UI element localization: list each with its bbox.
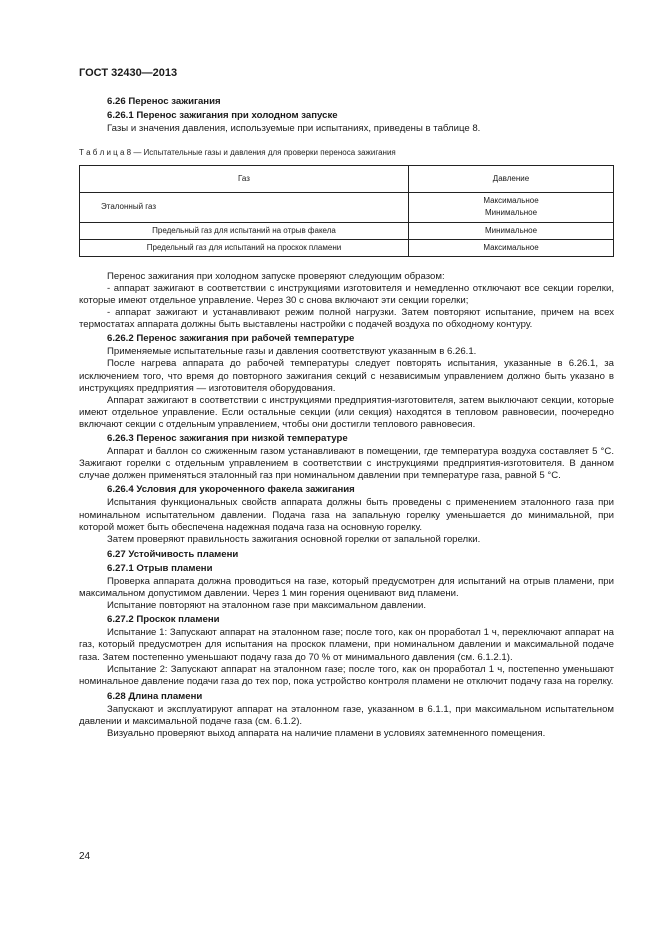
paragraph: После нагрева аппарата до рабочей температуры следует повторять испытания, указанные в 6.26.1, за исключением того, что время до повторного зажигания секций с независимым управлением должно быть указано в инструкциях предприятия — изготовителя оборудования. xyxy=(79,358,614,394)
table-row xyxy=(80,193,614,222)
paragraph: Проверка аппарата должна проводиться на газе, который предусмотрен для испытаний на отрыв пламени, при максимальном допустимом давлении. Через 1 мин горения оценивают вид пламени. xyxy=(79,576,614,600)
table-cell-pressure: Максимальное xyxy=(409,239,614,256)
table-header-row xyxy=(80,166,614,193)
paragraph: - аппарат зажигают и устанавливают режим полной нагрузки. Затем повторяют испытание, причем на всех термостатах аппарата должны быть выставлены настройки с подачей воздуха по обходному контуру. xyxy=(79,307,614,331)
table-header-pressure: Давление xyxy=(409,166,614,193)
paragraph: Испытание 2: Запускают аппарат на эталонном газе; после того, как он проработал 1 ч, постепенно уменьшают номинальное давление подачи газа до тех пор, пока устройство контроля пламени не отключит подачу газа на горелку. xyxy=(79,663,614,687)
section-title-6-28: 6.28 Длина пламени xyxy=(107,690,203,702)
paragraph: Газы и значения давления, используемые при испытаниях, приведены в таблице 8. xyxy=(107,123,481,135)
table-cell-gas: Предельный газ для испытаний на отрыв факела xyxy=(80,222,409,239)
subsection-title-6-26-3: 6.26.3 Перенос зажигания при низкой температуре xyxy=(107,432,348,444)
subsection-title-6-26-1: 6.26.1 Перенос зажигания при холодном запуске xyxy=(107,110,338,122)
subsection-title-6-27-2: 6.27.2 Проскок пламени xyxy=(107,614,220,626)
subsection-title-6-27-1: 6.27.1 Отрыв пламени xyxy=(107,562,213,574)
section-title-6-27: 6.27 Устойчивость пламени xyxy=(107,548,239,560)
paragraph: Затем проверяют правильность зажигания основной горелки от запальной горелки. xyxy=(107,533,481,545)
document-header: ГОСТ 32430—2013 xyxy=(79,67,178,79)
table-row xyxy=(80,222,614,239)
paragraph: Визуально проверяют выход аппарата на наличие пламени в условиях затемненного помещения. xyxy=(107,728,546,740)
paragraph: Испытания функциональных свойств аппарата должны быть проведены с применением эталонного газа при номинальном испытательном давлении. Подача газа на запальную горелку уменьшается до минимальной, при которой может быть обеспечена надежная подача газа на основную горелку. xyxy=(79,497,614,533)
table-cell-gas: Эталонный газ xyxy=(80,193,409,222)
gas-pressure-table xyxy=(79,165,614,256)
subsection-title-6-26-4: 6.26.4 Условия для укороченного факела зажигания xyxy=(107,484,355,496)
table-header-gas: Газ xyxy=(80,166,409,193)
paragraph: Применяемые испытательные газы и давления соответствуют указанным в 6.26.1. xyxy=(107,346,477,358)
table-row xyxy=(80,239,614,256)
table-caption: Т а б л и ц а 8 — Испытательные газы и давления для проверки переноса зажигания xyxy=(79,148,396,158)
table-cell-gas: Предельный газ для испытаний на проскок пламени xyxy=(80,239,409,256)
paragraph: Аппарат зажигают в соответствии с инструкциями предприятия-изготовителя, затем выключают секции, которые имеют отдельное управление. Если остальные секции (или секция) находятся в тепловом равновесии, поочередно включают секции с отдельным управлением, чтобы они достигли теплового равновесия. xyxy=(79,394,614,430)
paragraph: Аппарат и баллон со сжиженным газом устанавливают в помещении, где температура воздуха составляет 5 °С. Зажигают горелки с отдельным управлением в соответствии с инструкциями предприятия-изготовителя. В данном случае должен применяться эталонный газ при номинальном давлении при температуре газа, равной 5 °С. xyxy=(79,446,614,482)
paragraph: Перенос зажигания при холодном запуске проверяют следующим образом: xyxy=(107,270,445,282)
pressure-value: Максимальное xyxy=(483,196,539,206)
table-cell-pressure: Минимальное xyxy=(409,222,614,239)
paragraph: - аппарат зажигают в соответствии с инструкциями изготовителя и немедленно отключают все секции горелки, которые имеют отдельное управление. Через 30 с снова включают эти секции горелки; xyxy=(79,282,614,306)
paragraph: Запускают и эксплуатируют аппарат на эталонном газе, указанном в 6.1.1, при максимальном испытательном давлении и максимальной подаче газа (см. 6.1.2). xyxy=(79,703,614,728)
pressure-value: Минимальное xyxy=(484,208,538,218)
paragraph: Испытание 1: Запускают аппарат на эталонном газе; после того, как он проработал 1 ч, переключают аппарат на газ, который предусмотрен для испытания на проскок пламени, при номинальном давлении и максимальной подаче газа. Затем постепенно уменьшают подачу газа до 70 % от минимального давления (см. 6.1.2.1). xyxy=(79,627,614,663)
page-number: 24 xyxy=(79,851,91,862)
paragraph: Испытание повторяют на эталонном газе при максимальном давлении. xyxy=(107,600,427,612)
section-title-6-26: 6.26 Перенос зажигания xyxy=(107,96,221,107)
page-content xyxy=(79,93,614,740)
table-cell-pressure xyxy=(409,193,614,222)
subsection-title-6-26-2: 6.26.2 Перенос зажигания при рабочей температуре xyxy=(107,333,355,345)
